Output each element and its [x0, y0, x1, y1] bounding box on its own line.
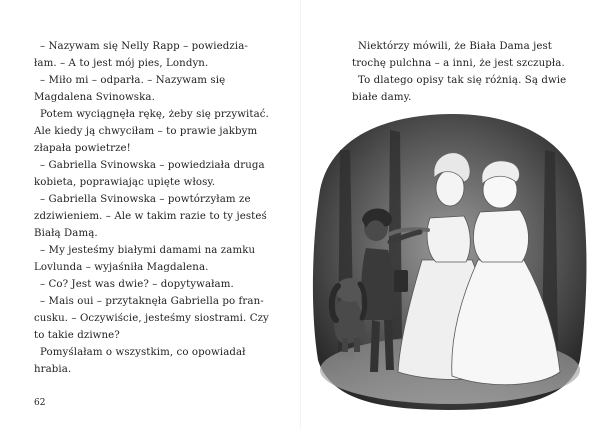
text-line: Białą Damą. — [34, 228, 98, 239]
text-line: Niektórzy mówili, że Biała Dama jest — [358, 41, 552, 52]
text-line: złapała powietrze! — [34, 143, 131, 154]
text-line: kobieta, poprawiając upięte włosy. — [34, 177, 216, 188]
text-line: hrabia. — [34, 364, 72, 375]
text-line: To dlatego opisy tak się różnią. Są dwie — [358, 75, 567, 86]
text-line: – Co? Jest was dwie? – dopytywałam. — [40, 279, 234, 290]
text-line: Potem wyciągnęła rękę, żeby się przywitać. — [40, 109, 269, 120]
text-line: trochę pulchna – a inni, że jest szczupła. — [352, 58, 565, 69]
text-line: łam. – A to jest mój pies, Londyn. — [34, 58, 209, 69]
text-line: Lovlunda – wyjaśniła Magdalena. — [34, 262, 209, 273]
text-line: – Gabriella Svinowska – powiedziała druga — [40, 160, 265, 171]
text-line: – Gabriella Svinowska – powtórzyłam ze — [40, 194, 251, 205]
illustration — [310, 110, 588, 412]
text-line: cusku. – Oczywiście, jesteśmy siostrami. Czy — [34, 313, 269, 324]
page-number: 62 — [34, 398, 46, 408]
text-line: – My jesteśmy białymi damami na zamku — [40, 245, 256, 256]
text-line: zdziwieniem. – Ale w takim razie to ty jesteś — [34, 211, 267, 222]
text-line: Magdalena Svinowska. — [34, 92, 155, 103]
page-gutter — [300, 0, 301, 428]
text-line: to takie dziwne? — [34, 330, 120, 341]
text-line: – Miło mi – odparła. – Nazywam się — [40, 75, 226, 86]
text-line: – Nazywam się Nelly Rapp – powiedzia- — [40, 41, 248, 52]
text-line: Pomyślałam o wszystkim, co opowiadał — [40, 347, 246, 358]
text-line: Ale kiedy ją chwyciłam – to prawie jakbym — [34, 126, 258, 137]
text-line: białe damy. — [352, 92, 412, 103]
text-line: – Mais oui – przytaknęła Gabriella po fran- — [40, 296, 264, 307]
